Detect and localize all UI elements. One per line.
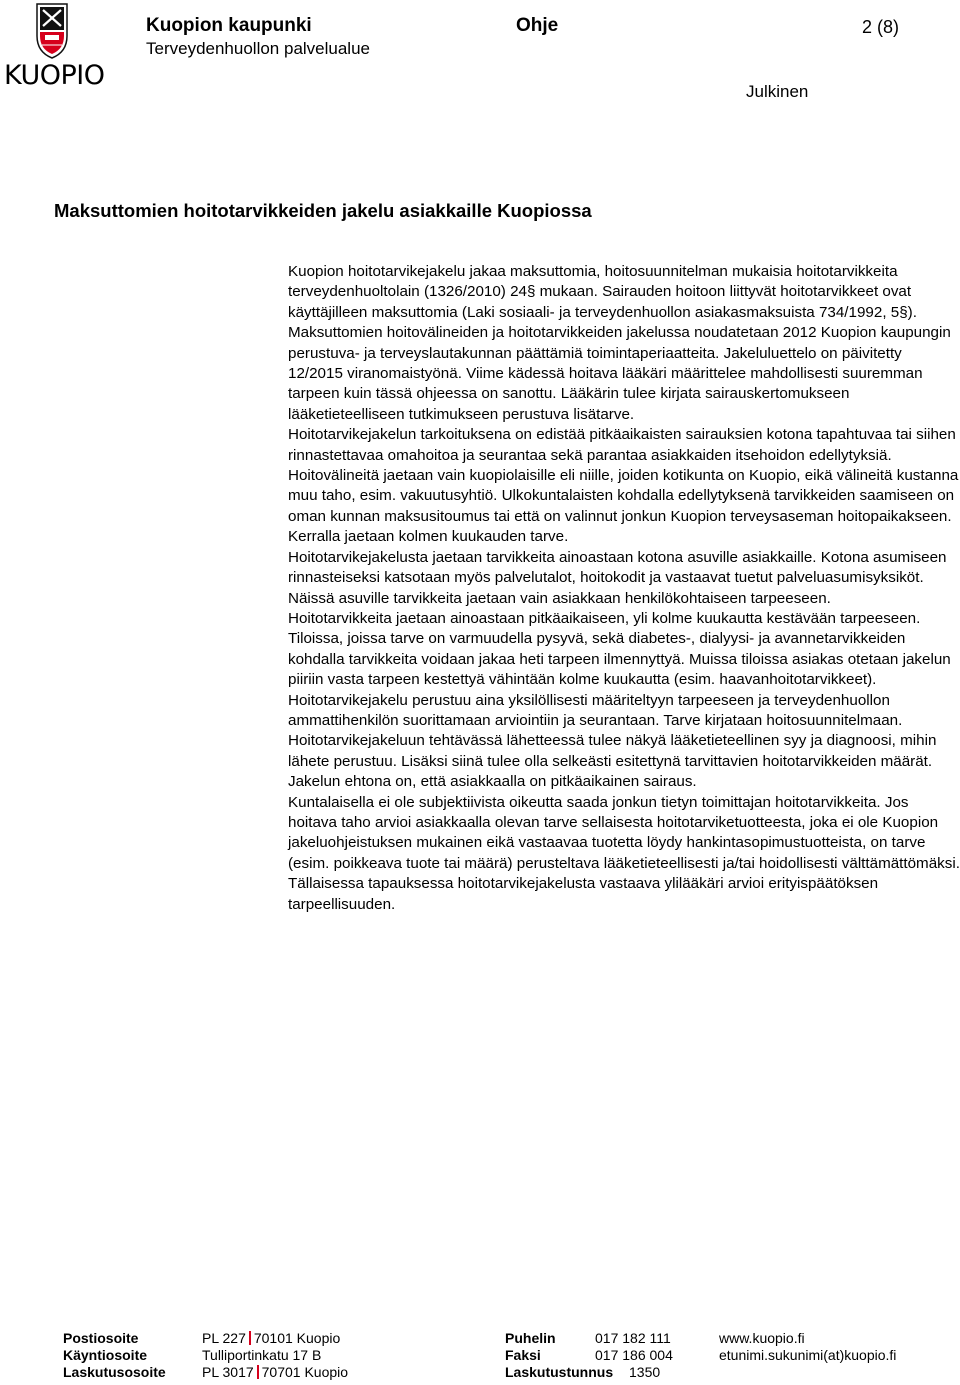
footer-values-right bbox=[595, 1330, 673, 1381]
postal-address bbox=[202, 1330, 348, 1347]
billing-id: 1350 bbox=[629, 1364, 661, 1380]
phone-number: 017 182 111 bbox=[595, 1330, 671, 1346]
fax-label: Faksi bbox=[505, 1347, 541, 1363]
footer-contact bbox=[719, 1330, 896, 1364]
classification-label: Julkinen bbox=[746, 82, 809, 101]
kuopio-coat-of-arms-icon bbox=[4, 2, 100, 62]
page-number: 2 (8) bbox=[862, 17, 900, 37]
footer-values-left bbox=[202, 1330, 348, 1381]
paragraph: Maksuttomien hoitovälineiden ja hoitotarvikkeiden jakelussa noudatetaan 2012 Kuopion kaupungin perustuva- ja terveyslautakunnan päättämiä toimintaperiaatteita. Jakeluluettelo on päivitetty 12/2015 viranomaistyönä. Viime kädessä hoitava lääkäri määrittelee mahdollisesti suuremman tarpeen kuin tässä ohjeessa on sanottu. Lääkärin tulee kirjata sairauskertomukseen lääketieteelliseen tutkimukseen perustuva lisätarve. bbox=[288, 324, 951, 423]
postal-label: Postiosoite bbox=[63, 1330, 139, 1346]
document-title: Maksuttomien hoitotarvikkeiden jakelu asiakkaille Kuopiossa bbox=[54, 200, 592, 221]
paragraph: Kuntalaisella ei ole subjektiivista oikeutta saada jonkun tietyn toimittajan hoitotarvikkeita. Jos hoitava taho arvioi asiakkaalla olevan tarve sellaisesta hoitotarviketuotteesta, joka ei ole Kuopion jakeluohjeistuksen mukainen eikä vastaavaa tuotetta löydy hankintasopimustuotteista, on tarve (esim. poikkeava tuote tai määrä) perusteltava lääketieteellisesti ja/tai hoidollisesti välttämättömäksi. Tällaisessa tapauksessa hoitotarvikejakelusta vastaava ylilääkäri arvioi erityispäätöksen tarpeellisuuden. bbox=[288, 793, 960, 913]
paragraph: Hoitotarvikejakelu perustuu aina yksilöllisesti määriteltyyn tarpeeseen ja terveydenhuollon ammattihenkilön suorittamaan arviointiin ja seurantaan. Tarve kirjataan hoitosuunnitelmaan. Hoitotarvikejakeluun tehtävässä lähetteessä tulee näkyä lääketieteellinen syy ja diagnoosi, mihin lähete perustuu. Lisäksi siinä tulee olla selkeästi esitettynä tarvittavien hoitotarvikkeiden määrät. Jakelun ehtona on, että asiakkaalla on pitkäaikainen sairaus. bbox=[288, 691, 937, 791]
organization-name: Kuopion kaupunki bbox=[146, 15, 312, 36]
billing-box: PL 3017 bbox=[202, 1364, 254, 1380]
paragraph: Kuopion hoitotarvikejakelu jakaa maksuttomia, hoitosuunnitelman mukaisia hoitotarvikkeita terveydenhuoltolain (1326/2010) 24§ mukaan. Sairauden hoitoon liittyvät hoitotarvikkeet ovat käyttäjilleen maksuttomia (Laki sosiaali- ja terveydenhuollon asiakasmaksuista 734/1992, 5§). bbox=[288, 263, 917, 321]
visit-address: Tulliportinkatu 17 B bbox=[202, 1347, 322, 1363]
document-type: Ohje bbox=[516, 15, 559, 36]
unit-name: Terveydenhuollon palvelualue bbox=[146, 39, 370, 58]
email-link[interactable]: etunimi.sukunimi(at)kuopio.fi bbox=[719, 1347, 897, 1363]
logo-wordmark: KUOPIO bbox=[4, 60, 105, 91]
website-link[interactable]: www.kuopio.fi bbox=[719, 1330, 805, 1346]
footer-labels-left bbox=[63, 1330, 166, 1381]
postal-city: 70101 Kuopio bbox=[253, 1330, 341, 1346]
billing-address bbox=[202, 1364, 348, 1381]
paragraph: Hoitotarvikejakelun tarkoituksena on edistää pitkäaikaisten sairauksien kotona tapahtuvaa tai siihen rinnastettavaa omahoitoa ja seurantaa sekä parantaa asiakkaiden itsehoidon edellytyksiä. Hoitovälineitä jaetaan vain kuopiolaisille eli niille, joiden kotikunta on Kuopio, eikä välineitä kustanna muu taho, esim. vakuutusyhtiö. Ulkokuntalaisten kohdalla edellytyksenä tarvikkeiden saamiseen on oman kunnan maksusitoumus tai että on valinnut jonkun Kuopion terveysaseman hoitopaikakseen. Kerralla jaetaan kolmen kuukauden tarve. bbox=[288, 426, 959, 546]
billing-id-label: Laskutustunnus bbox=[505, 1364, 614, 1380]
postal-box: PL 227 bbox=[202, 1330, 246, 1346]
separator bbox=[257, 1365, 259, 1379]
kuopio-logo bbox=[4, 2, 105, 94]
paragraph: Hoitotarvikkeita jaetaan ainoastaan pitkäaikaiseen, yli kolme kuukautta kestävään tarpeeseen. Tiloissa, joissa tarve on varmuudella pysyvä, sekä diabetes-, dialyysi- ja avannetarvikkeiden kohdalla tarvikkeita voidaan jakaa heti tarpeen ilmennyttyä. Muissa tiloissa asiakas otetaan jakelun piiriin vasta tarpeen kestettyä vähintään kolme kuukautta (esim. haavanhoitotarvikkeet). bbox=[288, 609, 951, 689]
fax-number: 017 186 004 bbox=[595, 1347, 673, 1363]
visit-label: Käyntiosoite bbox=[63, 1347, 148, 1363]
billing-label: Laskutusosoite bbox=[63, 1364, 166, 1380]
billing-city: 70701 Kuopio bbox=[261, 1364, 349, 1380]
paragraph: Hoitotarvikejakelusta jaetaan tarvikkeita ainoastaan kotona asuville asiakkaille. Kotona asumiseen rinnasteiseksi katsotaan myös palvelutalot, hoitokodit ja vastaavat tuetut palveluasumisyksiköt. Näissä asuville tarvikkeita jaetaan vain asiakkaan henkilökohtaiseen tarpeeseen. bbox=[288, 548, 947, 607]
footer bbox=[63, 1330, 953, 1384]
body-text bbox=[288, 262, 960, 915]
separator bbox=[249, 1331, 251, 1345]
phone-label: Puhelin bbox=[505, 1330, 556, 1346]
